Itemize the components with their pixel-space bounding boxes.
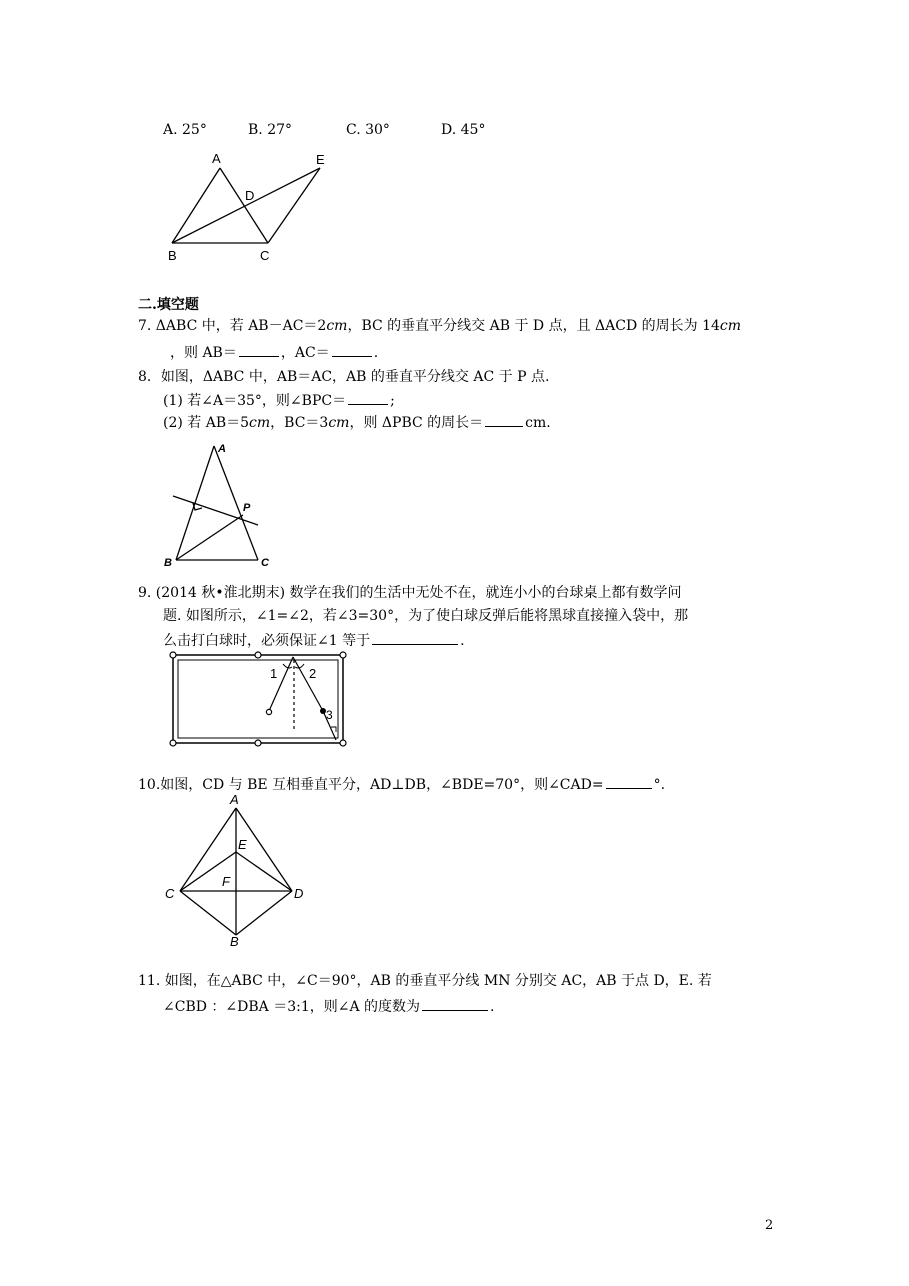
q9-line-1: 9. (2014 秋•淮北期末) 数学在我们的生活中无处不在，就连小小的台球桌上都有数学问 xyxy=(138,585,682,601)
q7-text-a: 7. ΔABC 中，若 AB－AC＝2 xyxy=(138,318,327,334)
q8-text-e: ，则 ΔPBC 的周长＝ xyxy=(349,415,484,431)
q6-label-b: B xyxy=(168,248,177,263)
q7-text-e: . xyxy=(373,345,379,361)
q10-label-b: B xyxy=(230,934,239,949)
q9-label-1: 1 xyxy=(270,666,278,681)
q10-label-c: C xyxy=(165,886,175,901)
q6-label-c: C xyxy=(260,248,270,263)
q9-line-2: 题. 如图所示，∠1=∠2，若∠3=30°，为了使白球反弹后能将黑球直接撞入袋中，那 xyxy=(163,608,689,624)
q8-unit-1: cm xyxy=(249,415,271,431)
q8-text-f: cm. xyxy=(525,415,551,431)
q10-text-a: 10.如图，CD 与 BE 互相垂直平分，AD⊥DB，∠BDE=70°，则∠CAD= xyxy=(138,777,604,793)
q11-line-2 xyxy=(163,996,494,1017)
q6-option-a: A. 25° xyxy=(163,122,207,138)
q6-option-d: D. 45° xyxy=(441,122,486,138)
page-number: 2 xyxy=(765,1218,774,1233)
q8-label-a: A xyxy=(218,443,226,455)
q7-unit-1: cm xyxy=(326,318,348,334)
q7-unit-2: cm xyxy=(719,318,742,334)
q11-line-1: 11. 如图，在△ABC 中，∠C＝90°，AB 的垂直平分线 MN 分别交 AC，AB 于点 D，E. 若 xyxy=(138,973,712,989)
q6-option-c: C. 30° xyxy=(346,122,390,138)
q9-label-2: 2 xyxy=(309,666,317,681)
q8-text-a: (1) 若∠A＝35°，则∠BPC＝ xyxy=(163,393,347,409)
q8-text-d: ，BC＝3 xyxy=(270,415,329,431)
q11-text-a: ∠CBD ：∠DBA ＝3:1，则∠A 的度数为 xyxy=(163,999,421,1015)
q8-text-b: ; xyxy=(390,393,395,409)
q7-text-d: ，AC＝ xyxy=(280,345,330,361)
q6-option-b: B. 27° xyxy=(248,122,293,138)
section-heading: 二.填空题 xyxy=(138,297,199,313)
q10-label-e: E xyxy=(238,837,247,852)
q9-text-a: 么击打白球时，必须保证∠1 等于 xyxy=(163,633,371,649)
q8-text-c: (2) 若 AB＝5 xyxy=(163,415,250,431)
q7-text-b: ，BC 的垂直平分线交 AB 于 D 点，且 ΔACD 的周长为 14 xyxy=(347,318,720,334)
q9-text-b: . xyxy=(460,633,465,649)
q6-label-d: D xyxy=(245,188,255,203)
q10-label-f: F xyxy=(222,874,230,889)
q8-label-b: B xyxy=(164,557,172,569)
q8-label-c: C xyxy=(261,557,269,569)
q8-line-1: 8．如图，ΔABC 中，AB＝AC，AB 的垂直平分线交 AC 于 P 点. xyxy=(138,369,550,385)
q10-text-b: °. xyxy=(653,777,666,793)
q6-label-e: E xyxy=(316,152,325,167)
q10-label-d: D xyxy=(294,886,304,901)
q11-blank-angle-a[interactable] xyxy=(422,996,488,1011)
q8-unit-2: cm xyxy=(328,415,350,431)
q9-label-3: 3 xyxy=(326,708,333,722)
q6-label-a: A xyxy=(212,151,221,166)
q10-label-a: A xyxy=(230,792,239,807)
q8-label-p: P xyxy=(243,502,251,514)
q7-text-c: ，则 AB＝ xyxy=(170,345,237,361)
q11-text-b: . xyxy=(490,999,495,1015)
